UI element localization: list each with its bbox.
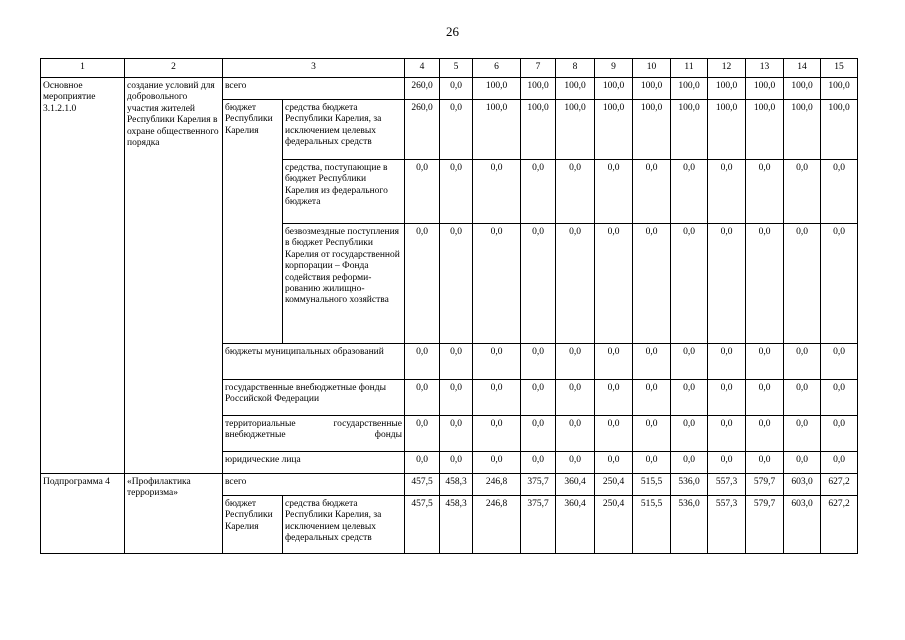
value-cell: 0,0 xyxy=(405,224,440,344)
value-cell: 515,5 xyxy=(633,474,671,496)
value-cell: 0,0 xyxy=(473,380,521,416)
value-cell: 0,0 xyxy=(633,380,671,416)
value-cell: 557,3 xyxy=(708,474,746,496)
value-cell: 260,0 xyxy=(405,100,440,160)
funding-source-label: территориальные государственные внебюджетные фонды xyxy=(223,416,405,452)
value-cell: 0,0 xyxy=(671,160,708,224)
value-cell: 0,0 xyxy=(708,452,746,474)
value-cell: 0,0 xyxy=(556,380,595,416)
column-header: 6 xyxy=(473,59,521,78)
value-cell: 375,7 xyxy=(521,496,556,554)
value-cell: 0,0 xyxy=(633,416,671,452)
column-header: 7 xyxy=(521,59,556,78)
value-cell: 100,0 xyxy=(708,78,746,100)
value-cell: 0,0 xyxy=(473,224,521,344)
value-cell: 260,0 xyxy=(405,78,440,100)
value-cell: 0,0 xyxy=(671,416,708,452)
value-cell: 0,0 xyxy=(440,452,473,474)
value-cell: 100,0 xyxy=(556,100,595,160)
value-cell: 0,0 xyxy=(784,452,821,474)
value-cell: 0,0 xyxy=(595,160,633,224)
measure-goal: «Профилактика терроризма» xyxy=(125,474,223,554)
value-cell: 627,2 xyxy=(821,474,858,496)
value-cell: 0,0 xyxy=(746,380,784,416)
value-cell: 458,3 xyxy=(440,496,473,554)
column-header: 12 xyxy=(708,59,746,78)
value-cell: 0,0 xyxy=(671,452,708,474)
value-cell: 100,0 xyxy=(556,78,595,100)
value-cell: 250,4 xyxy=(595,474,633,496)
value-cell: 100,0 xyxy=(671,100,708,160)
value-cell: 0,0 xyxy=(405,452,440,474)
value-cell: 0,0 xyxy=(708,344,746,380)
value-cell: 0,0 xyxy=(784,224,821,344)
value-cell: 457,5 xyxy=(405,496,440,554)
funding-source-label: государственные внебюджетные фонды Российской Федерации xyxy=(223,380,405,416)
funding-source-label: всего xyxy=(223,474,405,496)
value-cell: 360,4 xyxy=(556,496,595,554)
value-cell: 0,0 xyxy=(473,416,521,452)
value-cell: 0,0 xyxy=(784,160,821,224)
value-cell: 375,7 xyxy=(521,474,556,496)
value-cell: 0,0 xyxy=(556,416,595,452)
value-cell: 0,0 xyxy=(440,160,473,224)
value-cell: 458,3 xyxy=(440,474,473,496)
table-body xyxy=(41,59,858,554)
funding-source-label: бюджеты муниципальных образований xyxy=(223,344,405,380)
value-cell: 0,0 xyxy=(708,416,746,452)
value-cell: 0,0 xyxy=(746,452,784,474)
value-cell: 603,0 xyxy=(784,496,821,554)
value-cell: 0,0 xyxy=(405,344,440,380)
value-cell: 0,0 xyxy=(440,344,473,380)
value-cell: 0,0 xyxy=(671,344,708,380)
value-cell: 0,0 xyxy=(708,224,746,344)
value-cell: 0,0 xyxy=(784,380,821,416)
value-cell: 0,0 xyxy=(746,160,784,224)
value-cell: 0,0 xyxy=(784,344,821,380)
value-cell: 0,0 xyxy=(440,416,473,452)
column-header: 8 xyxy=(556,59,595,78)
value-cell: 0,0 xyxy=(595,452,633,474)
value-cell: 0,0 xyxy=(440,100,473,160)
column-header: 10 xyxy=(633,59,671,78)
column-header: 14 xyxy=(784,59,821,78)
value-cell: 0,0 xyxy=(708,160,746,224)
table-row xyxy=(41,474,858,496)
value-cell: 0,0 xyxy=(521,380,556,416)
value-cell: 0,0 xyxy=(556,344,595,380)
column-header: 13 xyxy=(746,59,784,78)
column-header: 2 xyxy=(125,59,223,78)
value-cell: 0,0 xyxy=(821,452,858,474)
value-cell: 627,2 xyxy=(821,496,858,554)
funding-source-label: средства бюджета Республики Карелия, за исключением целевых федеральных средств xyxy=(283,496,405,554)
funding-source-label: средства, поступающие в бюджет Республики Карелия из федерального бюджета xyxy=(283,160,405,224)
column-header: 11 xyxy=(671,59,708,78)
funding-source-label: безвозмездные поступления в бюджет Республики Карелия от государственной корпорации – Фонда содействия реформи-рованию жилищно-коммунального хозяйства xyxy=(283,224,405,344)
table-row xyxy=(41,78,858,100)
value-cell: 100,0 xyxy=(671,78,708,100)
value-cell: 0,0 xyxy=(521,416,556,452)
value-cell: 100,0 xyxy=(633,100,671,160)
value-cell: 100,0 xyxy=(821,78,858,100)
value-cell: 100,0 xyxy=(784,100,821,160)
column-header: 3 xyxy=(223,59,405,78)
value-cell: 360,4 xyxy=(556,474,595,496)
funding-source-label: всего xyxy=(223,78,405,100)
value-cell: 0,0 xyxy=(521,452,556,474)
value-cell: 0,0 xyxy=(595,416,633,452)
value-cell: 0,0 xyxy=(633,160,671,224)
value-cell: 0,0 xyxy=(440,380,473,416)
column-header: 15 xyxy=(821,59,858,78)
value-cell: 246,8 xyxy=(473,474,521,496)
value-cell: 0,0 xyxy=(671,380,708,416)
value-cell: 0,0 xyxy=(440,78,473,100)
value-cell: 0,0 xyxy=(521,344,556,380)
value-cell: 603,0 xyxy=(784,474,821,496)
funding-table xyxy=(40,58,858,554)
value-cell: 536,0 xyxy=(671,496,708,554)
measure-name: Подпрограмма 4 xyxy=(41,474,125,554)
value-cell: 0,0 xyxy=(633,344,671,380)
value-cell: 0,0 xyxy=(746,416,784,452)
value-cell: 0,0 xyxy=(821,224,858,344)
value-cell: 0,0 xyxy=(556,160,595,224)
value-cell: 100,0 xyxy=(595,78,633,100)
value-cell: 0,0 xyxy=(746,224,784,344)
value-cell: 100,0 xyxy=(473,100,521,160)
value-cell: 515,5 xyxy=(633,496,671,554)
value-cell: 0,0 xyxy=(440,224,473,344)
value-cell: 579,7 xyxy=(746,496,784,554)
budget-group-label: бюджет Республики Карелия xyxy=(223,100,283,344)
value-cell: 0,0 xyxy=(473,452,521,474)
value-cell: 0,0 xyxy=(821,380,858,416)
value-cell: 100,0 xyxy=(473,78,521,100)
column-header: 4 xyxy=(405,59,440,78)
value-cell: 100,0 xyxy=(633,78,671,100)
value-cell: 100,0 xyxy=(821,100,858,160)
value-cell: 557,3 xyxy=(708,496,746,554)
measure-goal: создание условий для добровольного участия жителей Республики Карелия в охране общественного порядка xyxy=(125,78,223,474)
value-cell: 100,0 xyxy=(521,100,556,160)
value-cell: 100,0 xyxy=(521,78,556,100)
value-cell: 0,0 xyxy=(708,380,746,416)
value-cell: 0,0 xyxy=(821,416,858,452)
value-cell: 579,7 xyxy=(746,474,784,496)
value-cell: 100,0 xyxy=(784,78,821,100)
value-cell: 100,0 xyxy=(746,100,784,160)
column-header: 1 xyxy=(41,59,125,78)
funding-source-label: средства бюджета Республики Карелия, за исключением целевых федеральных средств xyxy=(283,100,405,160)
value-cell: 0,0 xyxy=(784,416,821,452)
value-cell: 0,0 xyxy=(473,344,521,380)
value-cell: 0,0 xyxy=(521,160,556,224)
value-cell: 0,0 xyxy=(746,344,784,380)
funding-source-label: юридические лица xyxy=(223,452,405,474)
value-cell: 0,0 xyxy=(671,224,708,344)
value-cell: 0,0 xyxy=(556,224,595,344)
header-row xyxy=(41,59,858,78)
value-cell: 0,0 xyxy=(821,344,858,380)
value-cell: 536,0 xyxy=(671,474,708,496)
value-cell: 100,0 xyxy=(595,100,633,160)
value-cell: 0,0 xyxy=(556,452,595,474)
column-header: 5 xyxy=(440,59,473,78)
value-cell: 250,4 xyxy=(595,496,633,554)
value-cell: 100,0 xyxy=(708,100,746,160)
value-cell: 0,0 xyxy=(633,452,671,474)
value-cell: 0,0 xyxy=(473,160,521,224)
measure-name: Основное мероприятие 3.1.2.1.0 xyxy=(41,78,125,474)
value-cell: 0,0 xyxy=(521,224,556,344)
value-cell: 0,0 xyxy=(595,380,633,416)
page-number: 26 xyxy=(446,24,459,39)
value-cell: 100,0 xyxy=(746,78,784,100)
value-cell: 0,0 xyxy=(595,224,633,344)
value-cell: 0,0 xyxy=(405,160,440,224)
value-cell: 246,8 xyxy=(473,496,521,554)
value-cell: 0,0 xyxy=(405,416,440,452)
value-cell: 0,0 xyxy=(595,344,633,380)
column-header: 9 xyxy=(595,59,633,78)
value-cell: 0,0 xyxy=(405,380,440,416)
budget-group-label: бюджет Республики Карелия xyxy=(223,496,283,554)
value-cell: 0,0 xyxy=(633,224,671,344)
value-cell: 0,0 xyxy=(821,160,858,224)
value-cell: 457,5 xyxy=(405,474,440,496)
